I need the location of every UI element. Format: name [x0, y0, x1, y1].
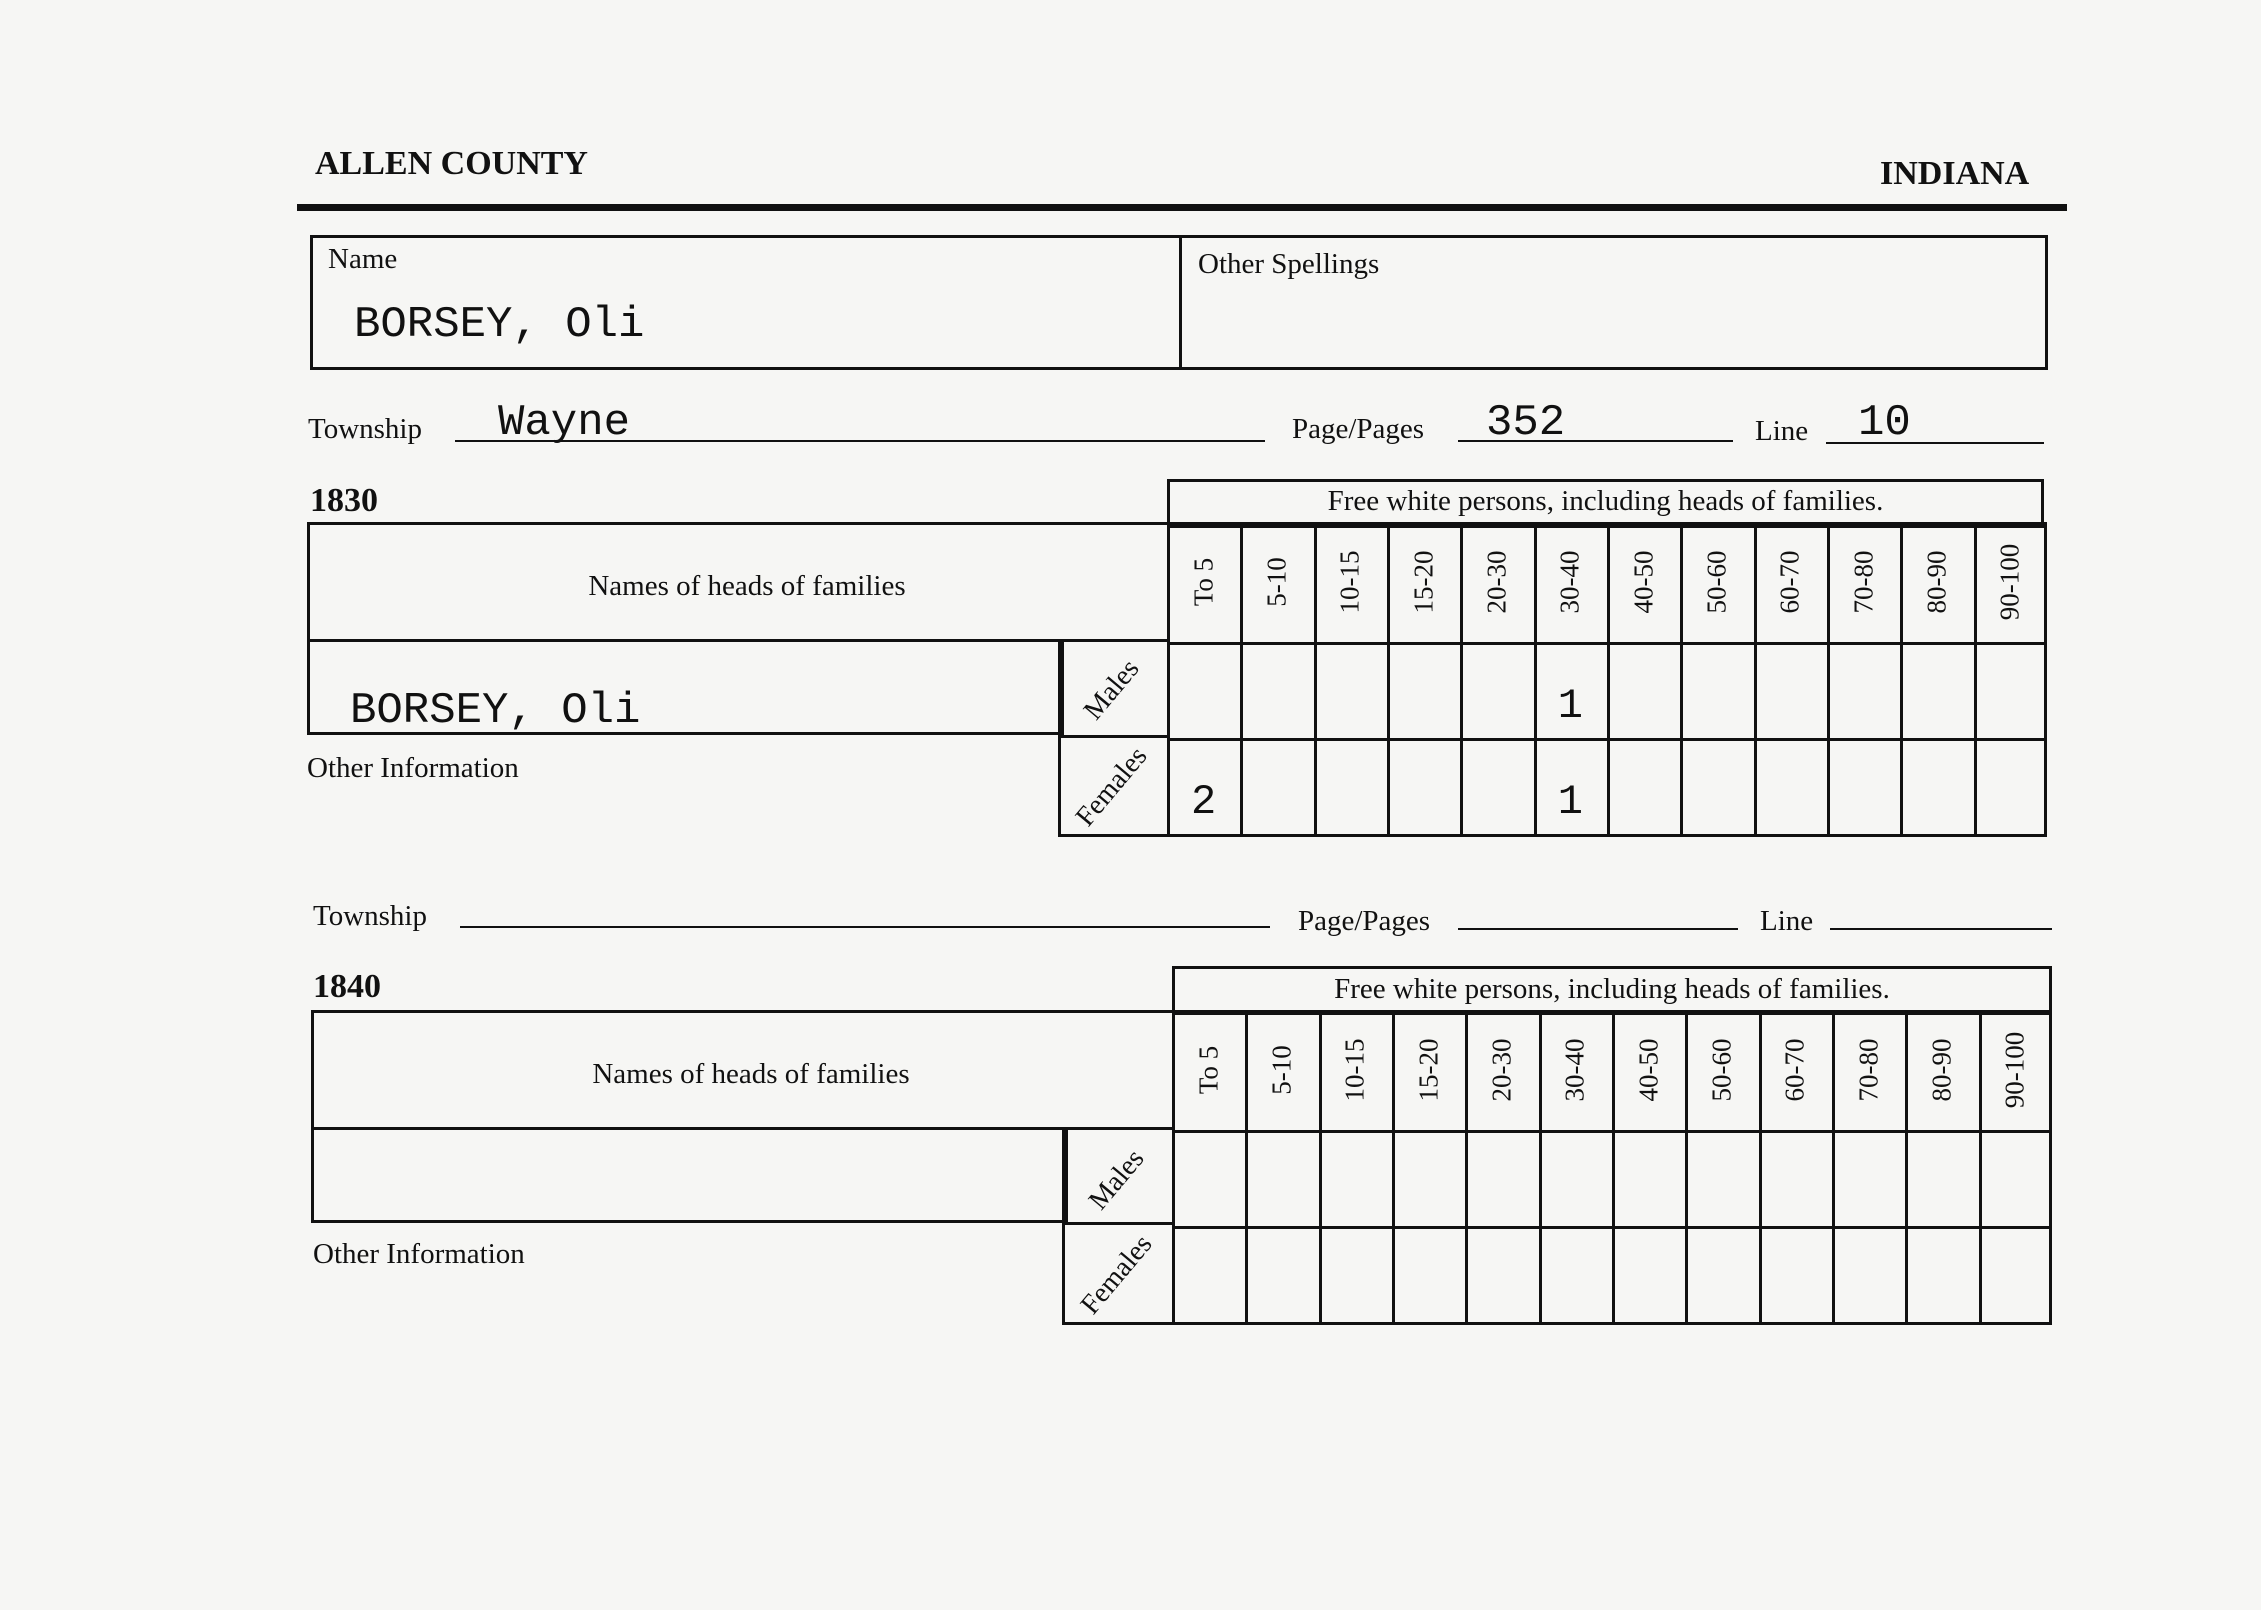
grid-col-line [1240, 522, 1243, 834]
grid-col-line [1392, 1010, 1395, 1322]
grid-col-line [1680, 522, 1683, 834]
state-title: INDIANA [1880, 155, 2030, 192]
township-underline-1840 [460, 926, 1270, 928]
grid-col-line [1900, 522, 1903, 834]
grid-col-line [1465, 1010, 1468, 1322]
names-heads-label-1830: Names of heads of families [588, 570, 906, 602]
township-value-1830: Wayne [498, 398, 631, 448]
township-label-1830: Township [308, 413, 422, 445]
grid-col-line [1534, 522, 1537, 834]
year-1840: 1840 [313, 968, 381, 1005]
grid-col-line [1832, 1010, 1835, 1322]
grid-col-line [1827, 522, 1830, 834]
grid-col-line [1905, 1010, 1908, 1322]
grid-col-line [1685, 1010, 1688, 1322]
grid-col-line [1314, 522, 1317, 834]
head-name-value-1830: BORSEY, Oli [350, 686, 641, 736]
year-1830: 1830 [310, 482, 378, 519]
name-label: Name [328, 243, 398, 275]
other-spellings-label: Other Spellings [1198, 248, 1380, 280]
name-box-divider [1179, 235, 1182, 370]
grid-col-line [1759, 1010, 1762, 1322]
grid-col-line [1387, 522, 1390, 834]
grid-col-line [1607, 522, 1610, 834]
page-value-1830: 352 [1486, 398, 1566, 448]
males-count-cell: 1 [1557, 682, 1583, 730]
names-heads-label-1840: Names of heads of families [592, 1058, 910, 1090]
grid-col-line [1245, 1010, 1248, 1322]
line-label-1830: Line [1755, 415, 1809, 447]
page-underline-1840 [1458, 928, 1738, 930]
line-label-1840: Line [1760, 905, 1814, 937]
name-value: BORSEY, Oli [354, 300, 645, 350]
females-count-cell: 2 [1191, 778, 1217, 826]
sex-divider-1840 [1062, 1222, 1175, 1225]
county-title: ALLEN COUNTY [315, 145, 588, 182]
line-underline-1840 [1830, 928, 2052, 930]
grid-col-line [1979, 1010, 1982, 1322]
header-rule [297, 204, 2067, 211]
line-value-1830: 10 [1858, 398, 1911, 448]
grid-col-line [1460, 522, 1463, 834]
free-white-label-1840: Free white persons, including heads of families. [1334, 973, 1890, 1005]
grid-col-line [1974, 522, 1977, 834]
head-name-box-1840 [311, 1127, 1068, 1223]
sex-divider-1830 [1058, 735, 1170, 738]
township-label-1840: Township [313, 900, 427, 932]
grid-col-line [1319, 1010, 1322, 1322]
page-label-1830: Page/Pages [1292, 413, 1425, 445]
grid-col-line [1539, 1010, 1542, 1322]
grid-col-line [1754, 522, 1757, 834]
other-info-label-1840: Other Information [313, 1238, 525, 1270]
females-count-cell: 1 [1557, 778, 1583, 826]
free-white-label-1830: Free white persons, including heads of families. [1327, 485, 1884, 517]
grid-col-line [1612, 1010, 1615, 1322]
page-label-1840: Page/Pages [1298, 905, 1431, 937]
other-info-label-1830: Other Information [307, 752, 519, 784]
